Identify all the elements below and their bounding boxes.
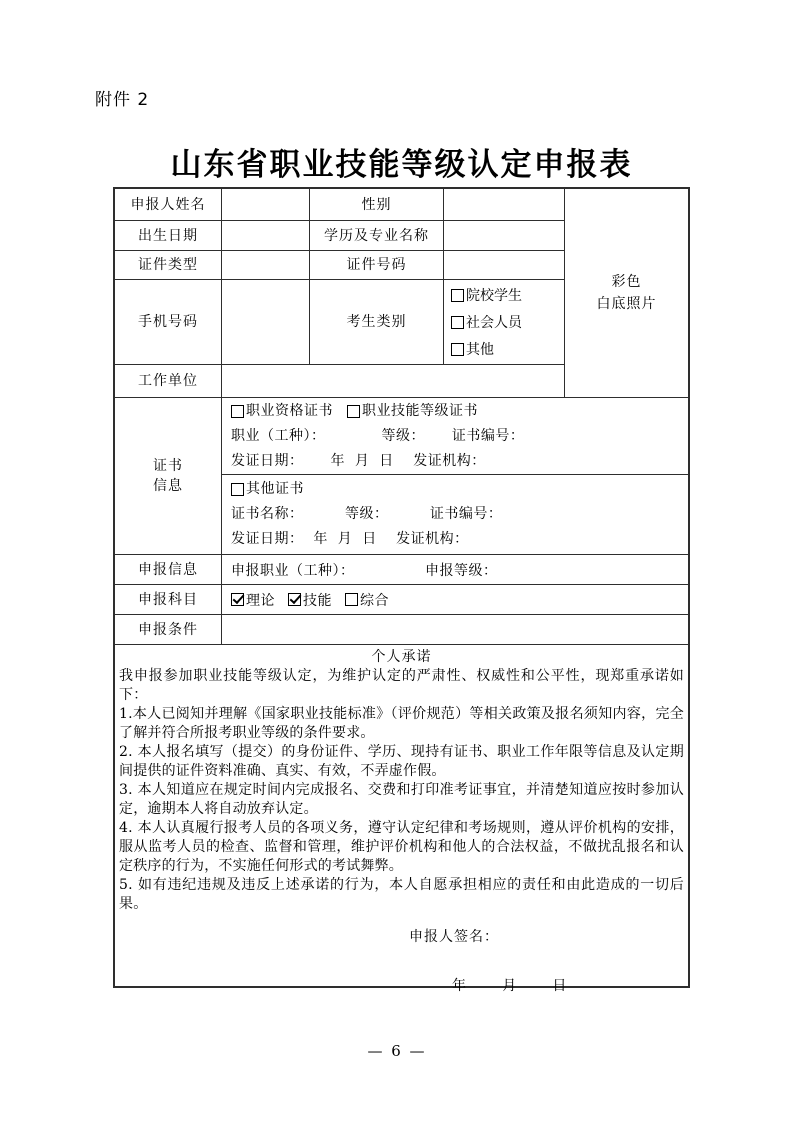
education-major-label: 学历及专业名称 — [310, 221, 444, 251]
promise-intro: 我申报参加职业技能等级认定，为维护认定的严肃性、权威性和公平性，现郑重承诺如下： — [119, 668, 684, 703]
certificate-other-cell — [222, 475, 688, 555]
date-month-label: 月 — [502, 978, 517, 994]
certificate-type-options — [231, 399, 679, 424]
certificate-option-other — [231, 477, 304, 502]
mobile-label: 手机号码 — [115, 280, 222, 365]
candidate-type-option-label: 其他 — [466, 342, 494, 358]
promise-item: 3. 本人知道应在规定时间内完成报名、交费和打印准考证事宜，并清楚知道应按时参加认定，逾期本人将自动放弃认定。 — [119, 782, 684, 817]
promise-item: 1.本人已阅知并理解《国家职业技能标准》（评价规范）等相关政策及报名须知内容，完全了解并符合所报考职业等级的条件要求。 — [119, 706, 684, 741]
conditions-value-cell — [222, 615, 688, 645]
applicant-name-label: 申报人姓名 — [115, 189, 222, 221]
page-number: — 6 — — [367, 1042, 427, 1060]
candidate-type-option-other — [451, 339, 564, 359]
birth-date-label: 出生日期 — [115, 221, 222, 251]
certificate-issue-line: 发证日期： 年 月 日 发证机构： — [231, 452, 486, 469]
promise-item: 4. 本人认真履行报考人员的各项义务，遵守认定纪律和考场规则，遵从评价机构的安排，服从监考人员的检查、监督和管理，维护评价机构和他人的合法权益，不做扰乱报名和认定秩序的行为，不实施任何形式的考试舞弊。 — [119, 820, 684, 874]
id-type-value-cell — [222, 251, 310, 280]
certificate-label-line1: 证书 — [153, 458, 183, 474]
photo-cell — [565, 189, 688, 398]
subjects-label: 申报科目 — [115, 585, 222, 615]
certificate-option-label: 职业资格证书 — [246, 402, 333, 419]
date-year-label: 年 — [452, 978, 467, 994]
certificate-option-skill-level — [347, 399, 478, 424]
mobile-value-cell — [222, 280, 310, 365]
form-title: 山东省职业技能等级认定申报表 — [170, 147, 633, 183]
application-info-label: 申报信息 — [115, 555, 222, 585]
education-major-value-cell — [444, 221, 565, 251]
certificate-section-label — [115, 398, 222, 555]
checkbox-unchecked-icon — [347, 405, 360, 418]
promise-item: 2. 本人报名填写（提交）的身份证件、学历、现持有证书、职业工作年限等信息及认定期间提供的证件资料准确、真实、有效，不弄虚作假。 — [119, 744, 684, 779]
candidate-type-label: 考生类别 — [310, 280, 444, 365]
signature-label: 申报人签名： — [409, 929, 499, 945]
checkbox-unchecked-icon — [451, 289, 464, 302]
application-info-content — [222, 555, 688, 585]
photo-note-line1: 彩色 — [611, 274, 642, 290]
gender-value-cell — [444, 189, 565, 221]
subject-option-theory — [231, 590, 275, 610]
other-certificate-option-row — [231, 477, 679, 502]
candidate-type-options — [444, 280, 565, 365]
candidate-type-option-social — [451, 312, 564, 332]
work-unit-value-cell — [222, 365, 565, 398]
checkbox-unchecked-icon — [451, 343, 464, 356]
certificate-first-cell — [222, 398, 688, 475]
attachment-label: 附件 2 — [95, 90, 150, 110]
gender-label: 性别 — [310, 189, 444, 221]
application-form-table — [113, 187, 690, 994]
subject-option-label: 理论 — [246, 592, 275, 609]
certificate-occupation-line: 职业（工种）： 等级： 证书编号： — [231, 427, 525, 444]
promise-item: 5. 如有违纪违规及违反上述承诺的行为，本人自愿承担相应的责任和由此造成的一切后果。 — [119, 877, 684, 912]
other-certificate-name-line: 证书名称： 等级： 证书编号： — [231, 506, 503, 522]
signature-date-line — [119, 977, 684, 996]
id-number-value-cell — [444, 251, 565, 280]
checkbox-checked-icon — [288, 593, 301, 606]
certificate-option-label: 职业技能等级证书 — [362, 402, 478, 419]
work-unit-label: 工作单位 — [115, 365, 222, 398]
certificate-option-label: 其他证书 — [246, 481, 304, 497]
checkbox-unchecked-icon — [231, 483, 244, 496]
subject-option-label: 综合 — [360, 592, 389, 609]
personal-promise-cell — [115, 645, 688, 994]
photo-note-line2: 白底照片 — [596, 296, 657, 312]
checkbox-checked-icon — [231, 593, 244, 606]
birth-date-value-cell — [222, 221, 310, 251]
candidate-type-option-student — [451, 285, 564, 305]
checkbox-unchecked-icon — [345, 593, 358, 606]
application-occupation-line: 申报职业（工种）： 申报等级： — [231, 562, 498, 579]
subject-option-label: 技能 — [303, 592, 332, 609]
subject-option-comprehensive — [345, 590, 389, 610]
certificate-option-vocational-qualification — [231, 399, 333, 424]
subject-option-skill — [288, 590, 332, 610]
date-day-label: 日 — [552, 978, 567, 994]
subjects-options — [222, 585, 688, 615]
id-number-label: 证件号码 — [310, 251, 444, 280]
checkbox-unchecked-icon — [231, 405, 244, 418]
candidate-type-option-label: 院校学生 — [466, 288, 522, 304]
other-certificate-issue-line: 发证日期： 年 月 日 发证机构： — [231, 531, 469, 547]
id-type-label: 证件类型 — [115, 251, 222, 280]
conditions-label: 申报条件 — [115, 615, 222, 645]
certificate-label-line2: 信息 — [153, 478, 183, 494]
promise-title: 个人承诺 — [371, 649, 432, 665]
candidate-type-option-label: 社会人员 — [466, 315, 522, 331]
applicant-name-value-cell — [222, 189, 310, 221]
checkbox-unchecked-icon — [451, 316, 464, 329]
